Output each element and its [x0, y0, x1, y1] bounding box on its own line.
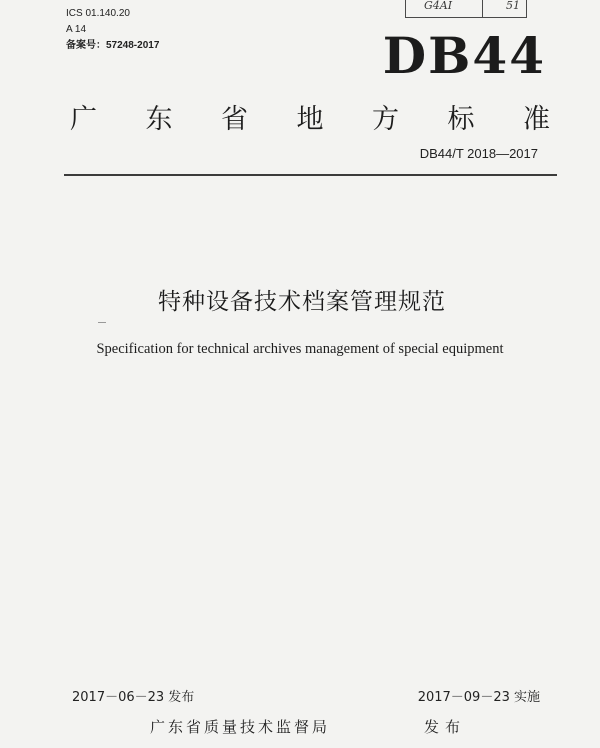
issuing-authority: 广东省质量技术监督局: [150, 718, 331, 736]
standard-type-char: 省: [221, 104, 248, 135]
ics-code: ICS 01.140.20: [66, 8, 130, 19]
archive-stamp: [405, 0, 527, 18]
release-date: 2017－06－23 发布: [72, 690, 195, 705]
standard-type-char: 东: [145, 104, 173, 135]
record-number: 备案号：57248-2017: [66, 40, 160, 51]
standard-type-char: 广: [70, 104, 97, 135]
standard-type-char: 标: [447, 104, 475, 135]
issue-label: 发布: [424, 718, 467, 736]
db-code-logo: DB44: [382, 26, 546, 85]
title-chinese: 特种设备技术档案管理规范: [158, 289, 446, 315]
stamp-right-text: 51: [506, 0, 520, 12]
header-rule: [64, 174, 557, 176]
class-code: A 14: [66, 24, 87, 35]
title-english: Specification for technical archives management of special equipment: [96, 341, 504, 357]
standard-type-char: 方: [372, 104, 399, 135]
stamp-left-text: G4AI: [424, 0, 453, 12]
standard-type-heading: [70, 102, 550, 138]
standard-number: DB44/T 2018—2017: [419, 146, 538, 161]
implement-date: 2017－09－23 实施: [417, 690, 540, 705]
standard-type-char: 准: [523, 104, 550, 135]
classification-block: [66, 6, 159, 54]
stamp-divider: [482, 0, 483, 17]
scan-mark: [98, 322, 106, 323]
standard-type-char: 地: [296, 104, 324, 135]
